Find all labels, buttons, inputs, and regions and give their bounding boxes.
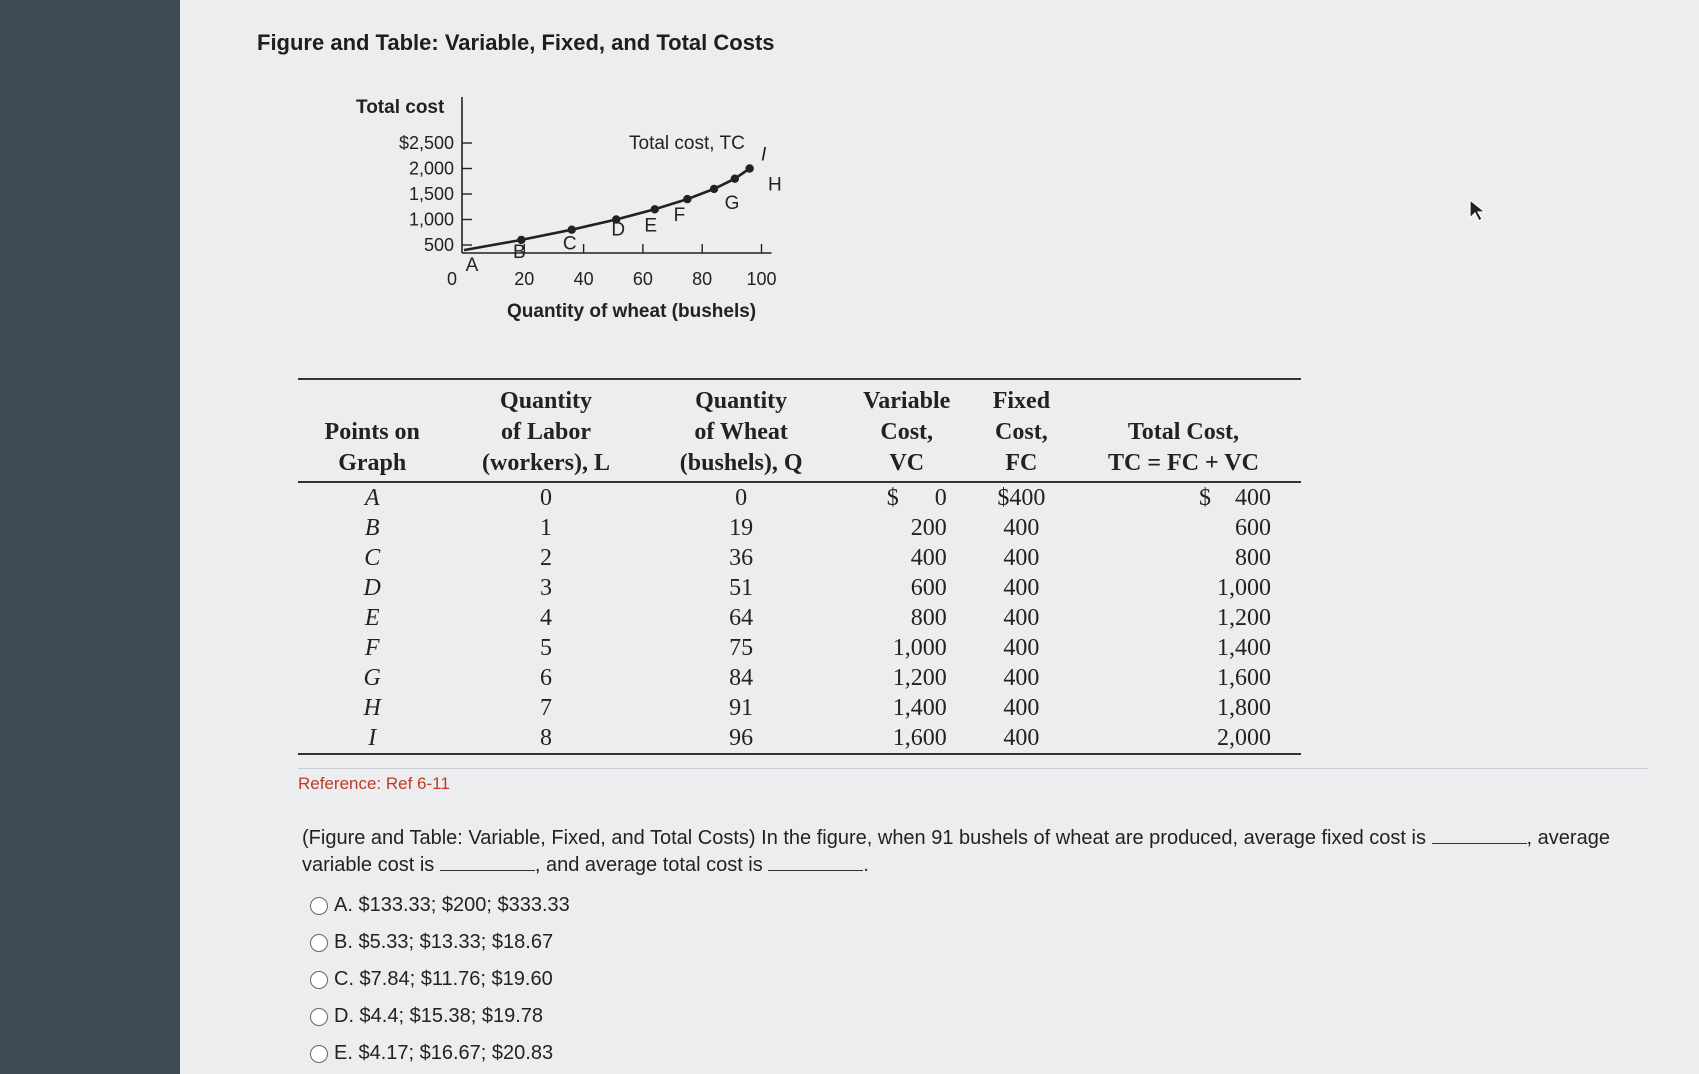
radio-button-icon[interactable] [310,1008,328,1026]
table-cell: 64 [729,605,754,631]
table-cell: 800 [1235,545,1271,571]
question-part2: average variable cost is [302,827,1610,876]
table-cell: 75 [729,635,754,661]
table-cell: 5 [540,635,553,661]
table-row [298,603,1301,633]
blank-avc [440,852,535,871]
column-header-line: (workers), L [482,450,611,476]
table-cell: 1,600 [837,723,977,754]
column-header-line: of Labor [501,419,592,445]
table-cell: 3 [540,575,553,601]
point-label: E [644,215,658,237]
table-cell: A [364,485,380,511]
data-point [651,205,659,213]
answer-option-label: A. $133.33; $200; $333.33 [334,894,570,916]
column-header [646,379,837,482]
answer-option[interactable] [310,887,570,924]
table-cell: 400 [1003,545,1040,571]
y-tick-label: 1,500 [408,184,454,204]
table-cell: 400 [910,545,947,571]
column-header [298,379,446,482]
cost-table [298,378,1301,755]
point-label: G [724,192,740,214]
data-point [745,164,753,172]
table-cell: B [364,515,380,541]
table-row [298,693,1301,723]
y-axis-title: Total cost [356,97,445,118]
blank-atc [768,852,863,871]
reference-note: Reference: Ref 6-11 [298,774,450,793]
table-cell: 1,600 [1217,665,1271,691]
data-point [568,226,576,234]
table-cell: 400 [1003,695,1040,721]
column-header-line: (bushels), Q [679,450,803,476]
column-header [1066,379,1301,482]
table-cell: E [364,605,380,631]
table-cell: H [363,695,381,721]
point-label: C [562,233,577,255]
answer-option[interactable] [310,961,570,998]
point-label: H [767,174,782,196]
y-tick-label: 1,000 [408,209,454,230]
table-cell: 1,000 [892,635,947,661]
page-title: Figure and Table: Variable, Fixed, and Total Costs [257,30,775,55]
table-cell: 0 [540,485,553,511]
radio-button-icon[interactable] [310,1045,328,1063]
table-cell: 400 [1003,515,1040,541]
table-cell: 800 [910,605,947,631]
table-cell: D [363,575,381,601]
answer-option[interactable] [310,924,570,961]
column-header-line: Points on [324,419,420,445]
data-point [683,195,691,203]
table-cell: 2 [540,545,553,571]
y-tick-label: 2,000 [408,158,454,179]
column-header-line: Quantity [500,388,593,414]
table-cell: F [364,635,380,661]
data-point [710,185,718,193]
table-cell: 7 [540,695,553,721]
table-cell: 1,000 [1217,575,1271,601]
y-tick-label: 500 [423,235,454,255]
table-cell: 36 [729,545,754,571]
column-header-line: Fixed [992,388,1051,414]
column-header-line: Quantity [695,388,788,414]
column-header [977,379,1066,482]
table-cell: $ 0 [886,485,947,511]
table-cell: 51 [729,575,754,601]
table-cell: 4 [540,605,553,631]
table-cell: 400 [1003,635,1040,661]
blank-afc [1432,825,1527,844]
point-label: A [465,255,479,277]
table-cell: $ 400 [1199,485,1271,511]
question-part3: , and average total cost is [534,854,763,876]
answer-options [310,887,570,1072]
x-tick-label: 20 [514,269,535,289]
table-row [298,723,1301,754]
point-label: F [673,205,686,227]
table-cell: 1,200 [1217,605,1271,631]
answer-option-label: C. $7.84; $11.76; $19.60 [334,968,553,990]
divider [298,768,1648,769]
x-axis-title: Quantity of wheat (bushels) [507,301,757,322]
point-label: I [760,144,767,166]
series-label: Total cost, TC [629,133,745,154]
column-header-line: of Wheat [694,419,788,445]
point-label: D [611,219,626,241]
column-header-line: VC [889,450,925,476]
table-cell: 400 [1003,665,1040,691]
x-tick-label: 40 [573,269,594,289]
y-tick-label: $2,500 [398,133,454,153]
table-cell: 400 [1003,575,1040,601]
table-cell: 6 [540,665,553,691]
mouse-cursor-icon [1468,198,1488,224]
column-header-line: Graph [338,450,407,476]
table-cell: 400 [977,723,1066,754]
question-text: (Figure and Table: Variable, Fixed, and Total Costs) In the figure, when 91 bushels of wheat are produced, average fixed cost is , average variable cost is , and average total cost is . [302,827,1610,876]
radio-button-icon[interactable] [310,934,328,952]
column-header-line: FC [1005,450,1038,476]
table-cell: 1,800 [1217,695,1271,721]
column-header-line: Variable [863,388,951,414]
table-cell: 91 [729,695,754,721]
answer-option[interactable] [310,1035,570,1072]
radio-button-icon[interactable] [310,897,328,915]
table-cell: 2,000 [1066,723,1301,754]
question-part1: (Figure and Table: Variable, Fixed, and Total Costs) In the figure, when 91 bushels of wheat are produced, average fixed cost is [302,827,1426,849]
point-label: B [512,241,526,263]
table-cell: I [298,723,446,754]
x-tick-label: 80 [692,269,713,289]
data-point [731,175,739,183]
table-cell: 1,400 [892,695,947,721]
table-cell: 8 [446,723,645,754]
answer-option-label: E. $4.17; $16.67; $20.83 [334,1042,554,1064]
table-cell: 1,400 [1217,635,1271,661]
table-cell: 1 [540,515,553,541]
answer-option-label: D. $4.4; $15.38; $19.78 [334,1005,544,1027]
table-cell: 400 [1003,605,1040,631]
table-header-row [298,379,1301,482]
radio-button-icon[interactable] [310,971,328,989]
table-row [298,482,1301,513]
answer-option[interactable] [310,998,570,1035]
answer-option-label: B. $5.33; $13.33; $18.67 [334,931,554,953]
table-cell: 0 [735,485,748,511]
total-cost-chart [270,95,910,355]
column-header [837,379,977,482]
table-cell: $400 [997,485,1046,511]
x-tick-label: 0 [446,269,458,289]
table-cell: G [363,665,381,691]
table-cell: C [364,545,381,571]
table-row [298,543,1301,573]
column-header-line: Total Cost, [1127,419,1240,445]
column-header-line: TC = FC + VC [1108,450,1259,476]
table-cell: 200 [910,515,947,541]
column-header-line: Cost, [995,419,1048,445]
table-cell: 600 [910,575,947,601]
column-header [446,379,645,482]
x-tick-label: 60 [632,269,653,289]
table-cell: 96 [646,723,837,754]
table-row [298,573,1301,603]
table-cell: 1,200 [892,665,947,691]
column-header-line: Cost, [880,419,934,445]
tc-line [464,169,750,251]
screen [180,0,1699,1074]
table-row [298,513,1301,543]
table-cell: 19 [729,515,754,541]
table-row [298,633,1301,663]
table-cell: 84 [729,665,754,691]
x-tick-label: 100 [746,269,777,289]
table-row [298,663,1301,693]
table-cell: 600 [1235,515,1271,541]
